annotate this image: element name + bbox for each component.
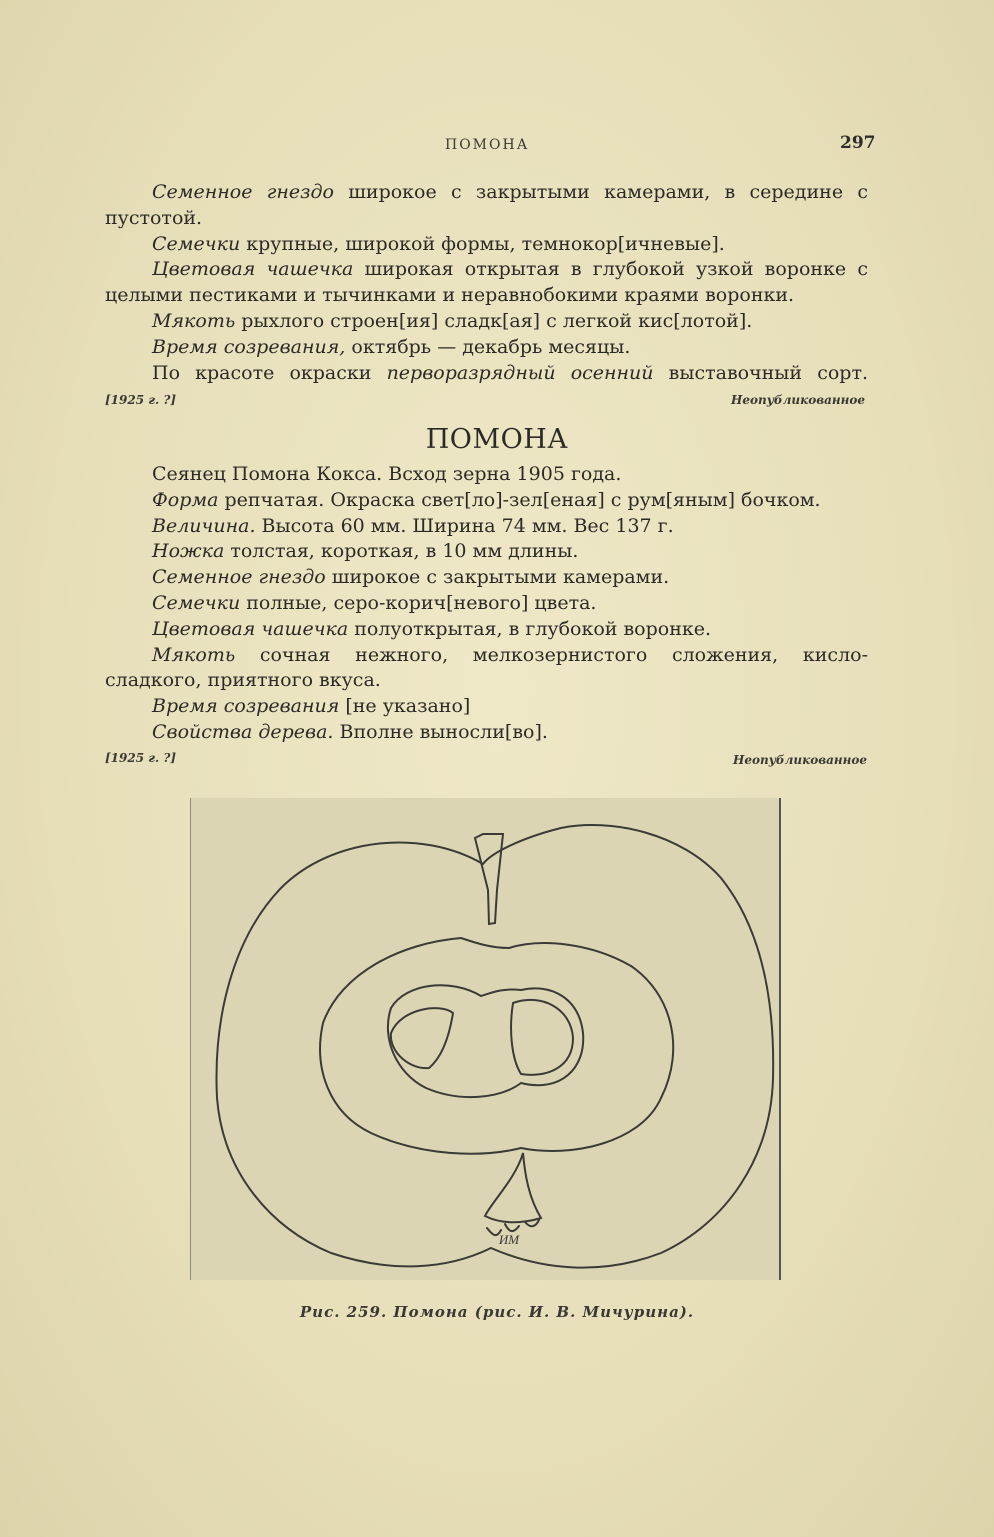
paragraph-text: репчатая. Окраска свет[ло]-зел[еная] с рум[яным] бочком.	[218, 488, 821, 511]
paragraph-lead: Свойства дерева.	[152, 720, 334, 743]
paragraph-text: сочная нежного, мелкозернистого сложения, кисло-сладкого, приятного вкуса.	[105, 643, 868, 692]
paragraph	[105, 309, 868, 335]
paragraph-lead: Форма	[152, 488, 219, 511]
apple-core-chamber	[388, 985, 583, 1097]
paragraph	[105, 565, 868, 591]
paragraph-text: октябрь — декабрь месяцы.	[345, 335, 631, 358]
page-number: 297	[840, 133, 876, 153]
paragraph-emphasis: перворазрядный осенний	[386, 361, 654, 384]
paragraph	[105, 643, 868, 695]
paragraph	[105, 488, 868, 514]
paragraph-text: широкое с закрытыми камерами.	[325, 566, 670, 589]
paragraph-text: широкое с закрытыми камерами, в середине с пустотой.	[105, 181, 868, 229]
paragraph-text: [не указано]	[339, 695, 471, 718]
paragraph	[105, 335, 868, 361]
paragraph-lead: Семечки	[152, 591, 241, 614]
apple-seed	[511, 1000, 573, 1075]
apple-seed	[391, 1008, 453, 1068]
apple-cross-section-drawing	[191, 798, 779, 1280]
apple-calyx	[485, 1153, 541, 1222]
publication-status: Неопубликованное	[733, 753, 867, 767]
continued-entry	[105, 180, 868, 386]
paragraph-text: полные, серо-корич[невого] цвета.	[240, 591, 597, 614]
paragraph-text: Вполне выносли[во].	[333, 720, 548, 743]
entry-body	[105, 462, 868, 746]
figure-signature: ИМ	[498, 1232, 520, 1247]
paragraph-lead: Ножка	[152, 540, 225, 563]
paragraph	[105, 361, 868, 387]
apple-drawing-figure	[190, 798, 781, 1280]
publication-status: Неопубликованное	[731, 393, 865, 407]
paragraph	[105, 257, 868, 309]
paragraph-text: Сеянец Помона Кокса. Всход зерна 1905 года.	[152, 463, 622, 485]
paragraph-text: толстая, короткая, в 10 мм длины.	[224, 540, 579, 563]
paragraph	[105, 591, 868, 617]
paragraph	[105, 694, 868, 720]
paragraph-lead: Время созревания,	[152, 335, 346, 358]
paragraph-text: крупные, широкой формы, темнокор[ичневые].	[240, 232, 725, 255]
running-head: ПОМОНА	[445, 137, 530, 153]
paragraph	[105, 617, 868, 643]
paragraph-lead: Цветовая чашечка	[152, 617, 349, 640]
paragraph-lead: Мякоть	[152, 309, 236, 332]
apple-core-outline	[320, 938, 673, 1154]
paragraph-text: полуоткрытая, в глубокой воронке.	[348, 617, 712, 640]
paragraph-text: По красоте окраски	[152, 361, 387, 384]
paragraph-lead: Время созревания	[152, 695, 340, 718]
paragraph-lead: Цветовая чашечка	[152, 258, 354, 281]
paragraph	[105, 720, 868, 746]
entry-date: [1925 г. ?]	[105, 393, 177, 407]
paragraph-text: широкая открытая в глубокой узкой воронке с целыми пестиками и тычинками и неравнобокими краями воронки.	[105, 258, 868, 307]
apple-stem	[475, 834, 503, 924]
paragraph	[105, 462, 868, 488]
paragraph	[105, 539, 868, 565]
paragraph	[105, 514, 868, 540]
paragraph-lead: Мякоть	[152, 643, 236, 666]
entry-title: ПОМОНА	[425, 424, 569, 455]
figure-caption: Рис. 259. Помона (рис. И. В. Мичурина).	[299, 1303, 695, 1321]
paragraph-lead: Семенное гнездо	[152, 566, 326, 589]
paragraph	[105, 180, 868, 232]
paragraph-lead: Семенное гнездо	[152, 181, 334, 203]
paragraph-lead: Семечки	[152, 232, 241, 255]
paragraph-tail: выставочный сорт.	[653, 361, 869, 384]
paragraph	[105, 232, 868, 258]
paragraph-text: рыхлого строен[ия] сладк[ая] с легкой кис[лотой].	[235, 309, 753, 332]
paragraph-lead: Величина.	[152, 514, 256, 537]
paragraph-text: Высота 60 мм. Ширина 74 мм. Вес 137 г.	[255, 514, 674, 537]
entry-date: [1925 г. ?]	[105, 751, 177, 765]
